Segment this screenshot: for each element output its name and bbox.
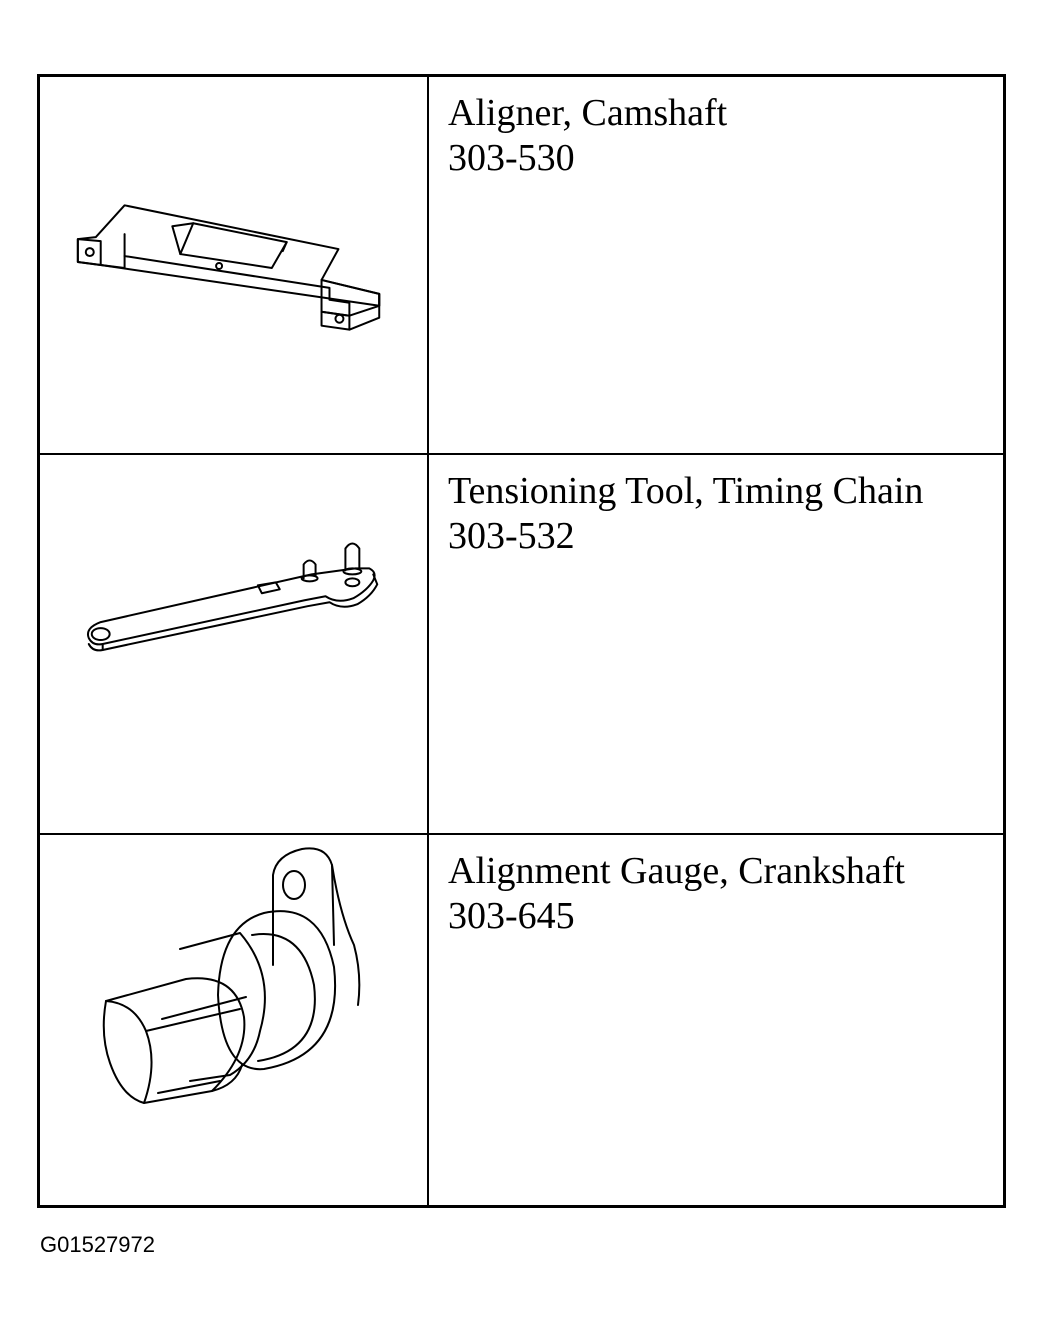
tool-info-cell bbox=[429, 455, 1003, 833]
special-tools-table bbox=[37, 74, 1006, 1208]
tool-name: Alignment Gauge, Crankshaft bbox=[448, 850, 905, 892]
tool-name: Aligner, Camshaft bbox=[448, 92, 728, 134]
tool-name: Tensioning Tool, Timing Chain bbox=[448, 470, 924, 512]
tool-image-cell bbox=[40, 835, 429, 1205]
tool-row-tensioning-tool bbox=[40, 455, 1003, 835]
tool-image-cell bbox=[40, 455, 429, 833]
timing-chain-tensioning-tool-drawing bbox=[40, 455, 429, 833]
figure-id-label: G01527972 bbox=[40, 1232, 155, 1257]
tool-row-crankshaft-gauge bbox=[40, 835, 1003, 1205]
tool-image-cell bbox=[40, 77, 429, 453]
tool-info-cell bbox=[429, 835, 1003, 1205]
tool-number: 303-645 bbox=[448, 895, 575, 937]
tool-row-camshaft-aligner bbox=[40, 77, 1003, 455]
camshaft-aligner-drawing bbox=[40, 77, 429, 453]
tool-info-cell bbox=[429, 77, 1003, 453]
crankshaft-alignment-gauge-drawing bbox=[40, 835, 429, 1205]
tool-number: 303-530 bbox=[448, 137, 575, 179]
tool-number: 303-532 bbox=[448, 515, 575, 557]
